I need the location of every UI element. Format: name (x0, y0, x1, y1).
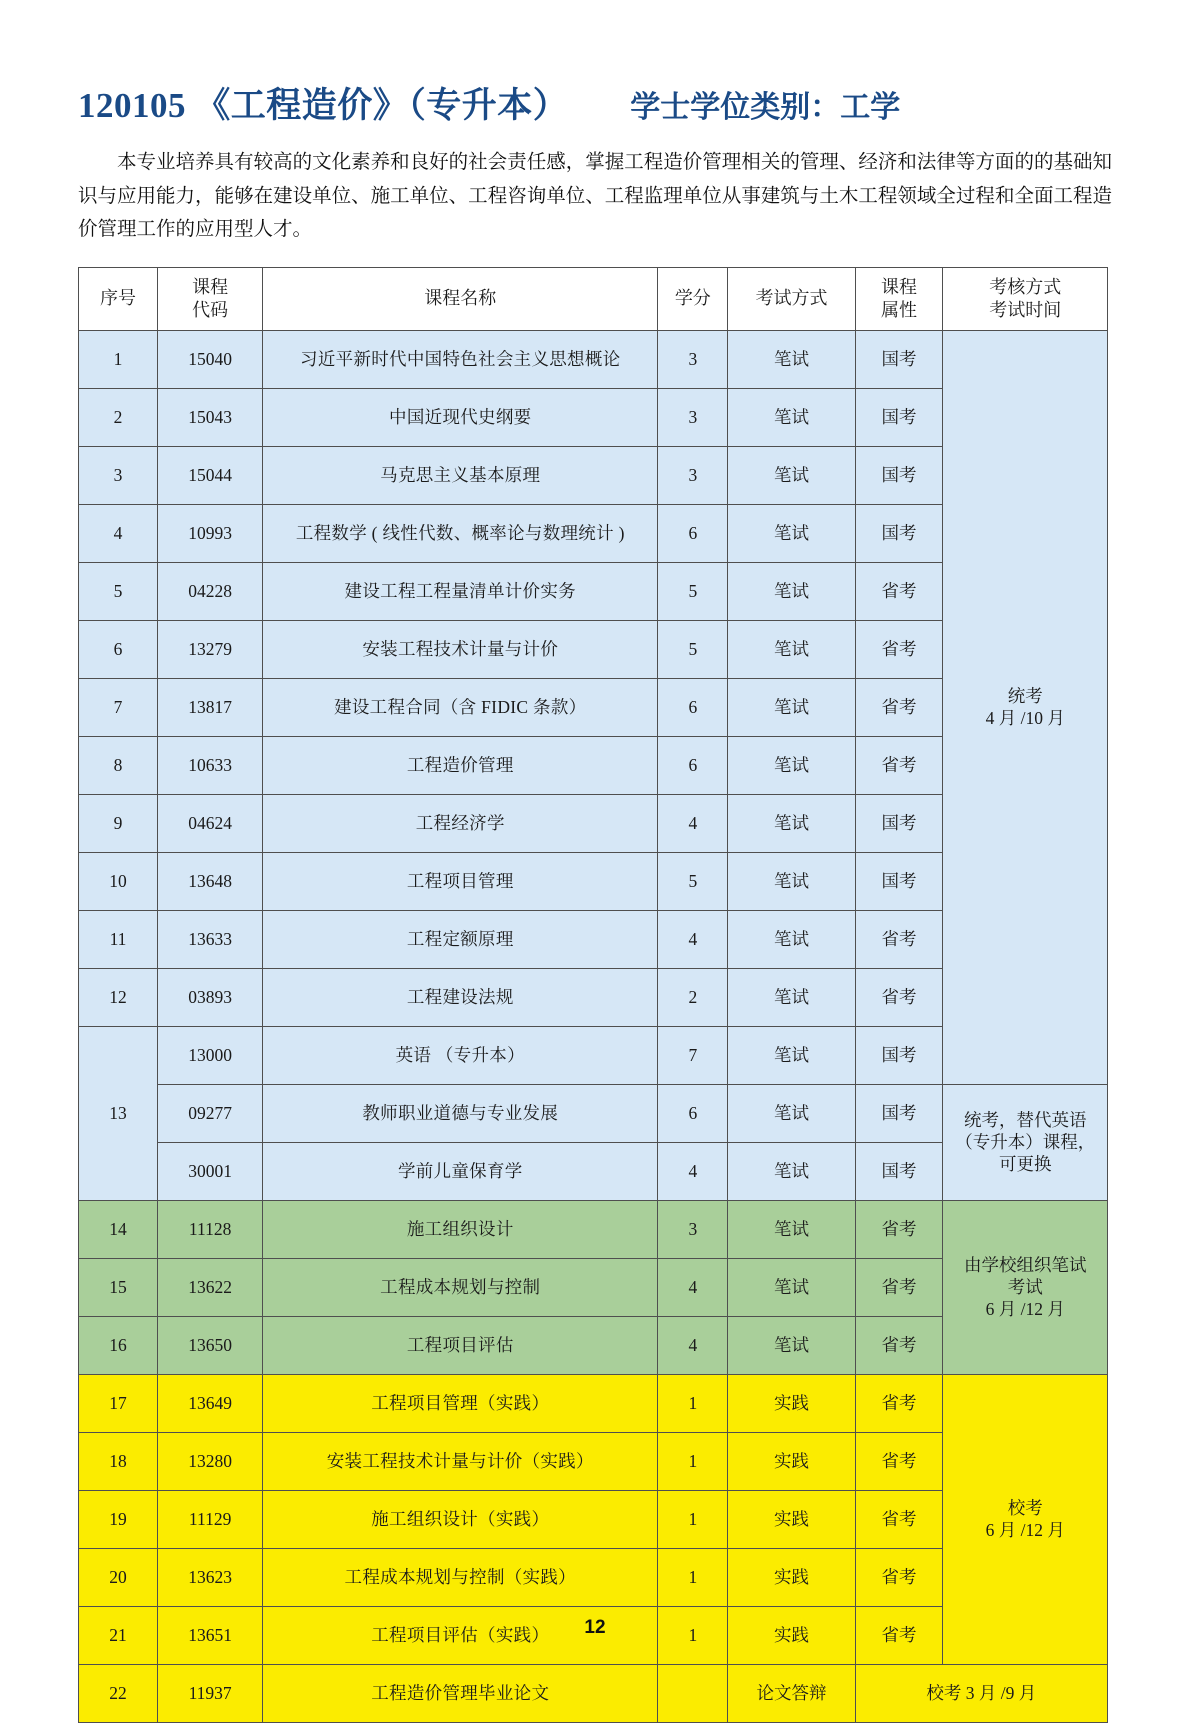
cell-exam: 笔试 (728, 678, 855, 736)
cell-code: 13279 (157, 620, 262, 678)
cell-name: 中国近现代史纲要 (263, 388, 658, 446)
cell-name: 施工组织设计（实践） (263, 1490, 658, 1548)
cell-no: 21 (79, 1606, 158, 1664)
cell-name: 安装工程技术计量与计价（实践） (263, 1432, 658, 1490)
cell-name: 建设工程工程量清单计价实务 (263, 562, 658, 620)
cell-no: 13 (79, 1026, 158, 1200)
cell-no: 17 (79, 1374, 158, 1432)
cell-credit: 1 (658, 1548, 728, 1606)
cell-exam: 笔试 (728, 736, 855, 794)
cell-exam: 笔试 (728, 388, 855, 446)
assessment-school-exam-line2: 6 月 /12 月 (985, 1520, 1065, 1541)
cell-attr: 国考 (855, 1026, 943, 1084)
cell-credit: 6 (658, 1084, 728, 1142)
cell-name: 英语 （专升本） (263, 1026, 658, 1084)
col-header-attr-line2: 属性 (881, 299, 918, 320)
cell-code: 10633 (157, 736, 262, 794)
col-header-no: 序号 (79, 267, 158, 330)
cell-assessment-school-written (943, 1200, 1108, 1374)
assessment-unified-line1: 统考 (1007, 685, 1043, 706)
cell-attr: 省考 (855, 1316, 943, 1374)
col-header-credit: 学分 (658, 267, 728, 330)
cell-no: 11 (79, 910, 158, 968)
col-header-exam: 考试方式 (728, 267, 855, 330)
cell-assessment-thesis: 校考 3 月 /9 月 (855, 1664, 1107, 1722)
cell-name: 工程成本规划与控制 (263, 1258, 658, 1316)
cell-code: 30001 (157, 1142, 262, 1200)
cell-attr: 国考 (855, 330, 943, 388)
cell-no: 1 (79, 330, 158, 388)
cell-code: 13649 (157, 1374, 262, 1432)
cell-credit: 4 (658, 794, 728, 852)
cell-exam: 笔试 (728, 852, 855, 910)
page-number: 12 (584, 1617, 606, 1638)
cell-attr: 省考 (855, 678, 943, 736)
cell-credit: 1 (658, 1606, 728, 1664)
cell-exam: 实践 (728, 1490, 855, 1548)
cell-credit: 3 (658, 388, 728, 446)
assessment-replace-line3: 可更换 (998, 1154, 1052, 1175)
cell-name: 工程造价管理毕业论文 (263, 1664, 658, 1722)
cell-exam: 笔试 (728, 1200, 855, 1258)
assessment-school-exam-line1: 校考 (1007, 1497, 1043, 1518)
cell-credit: 5 (658, 620, 728, 678)
cell-name: 习近平新时代中国特色社会主义思想概论 (263, 330, 658, 388)
degree-category: 学士学位类别：工学 (630, 91, 901, 124)
cell-credit: 4 (658, 1258, 728, 1316)
cell-name: 工程项目管理（实践） (263, 1374, 658, 1432)
table-row (79, 1664, 1108, 1722)
cell-attr: 省考 (855, 1374, 943, 1432)
cell-attr: 省考 (855, 736, 943, 794)
cell-exam: 笔试 (728, 1258, 855, 1316)
cell-no: 14 (79, 1200, 158, 1258)
cell-exam: 笔试 (728, 562, 855, 620)
cell-credit: 1 (658, 1432, 728, 1490)
cell-code: 15044 (157, 446, 262, 504)
cell-exam: 笔试 (728, 504, 855, 562)
cell-credit: 6 (658, 736, 728, 794)
cell-no: 7 (79, 678, 158, 736)
col-header-attr (855, 267, 943, 330)
cell-name: 工程成本规划与控制（实践） (263, 1548, 658, 1606)
cell-name: 工程经济学 (263, 794, 658, 852)
cell-credit: 7 (658, 1026, 728, 1084)
cell-code: 15043 (157, 388, 262, 446)
cell-exam: 笔试 (728, 1316, 855, 1374)
cell-attr: 省考 (855, 1432, 943, 1490)
cell-code: 04624 (157, 794, 262, 852)
table-row (79, 1200, 1108, 1258)
cell-code: 15040 (157, 330, 262, 388)
col-header-time (943, 267, 1108, 330)
cell-name: 工程项目管理 (263, 852, 658, 910)
cell-assessment-replace (943, 1084, 1108, 1200)
cell-name: 教师职业道德与专业发展 (263, 1084, 658, 1142)
cell-code: 11937 (157, 1664, 262, 1722)
cell-attr: 省考 (855, 1606, 943, 1664)
cell-code: 13623 (157, 1548, 262, 1606)
cell-code: 13650 (157, 1316, 262, 1374)
cell-no: 5 (79, 562, 158, 620)
cell-code: 13651 (157, 1606, 262, 1664)
cell-name: 学前儿童保育学 (263, 1142, 658, 1200)
cell-exam: 论文答辩 (728, 1664, 855, 1722)
cell-name: 施工组织设计 (263, 1200, 658, 1258)
cell-attr: 国考 (855, 388, 943, 446)
cell-no: 3 (79, 446, 158, 504)
cell-assessment-unified (943, 330, 1108, 1084)
cell-no: 20 (79, 1548, 158, 1606)
program-description: 本专业培养具有较高的文化素养和良好的社会责任感，掌握工程造价管理相关的管理、经济和法律等方面的的基础知识与应用能力，能够在建设单位、施工单位、工程咨询单位、工程监理单位从事建筑与土木工程领域全过程和全面工程造价管理工作的应用型人才。 (78, 152, 1112, 241)
cell-attr: 省考 (855, 562, 943, 620)
table-row (79, 330, 1108, 388)
cell-code: 13280 (157, 1432, 262, 1490)
cell-code: 04228 (157, 562, 262, 620)
col-header-attr-line1: 课程 (881, 276, 918, 297)
cell-attr: 省考 (855, 1258, 943, 1316)
col-header-time-line1: 考核方式 (989, 276, 1062, 297)
table-row (79, 1084, 1108, 1142)
cell-credit: 3 (658, 330, 728, 388)
cell-no: 9 (79, 794, 158, 852)
curriculum-table (78, 267, 1108, 1723)
cell-attr: 省考 (855, 1490, 943, 1548)
program-title: 120105 《工程造价》（专升本） (78, 86, 569, 125)
cell-code: 13622 (157, 1258, 262, 1316)
assessment-unified-line2: 4 月 /10 月 (985, 708, 1065, 729)
cell-name: 工程定额原理 (263, 910, 658, 968)
cell-name: 工程建设法规 (263, 968, 658, 1026)
cell-attr: 国考 (855, 1084, 943, 1142)
cell-credit: 1 (658, 1490, 728, 1548)
cell-exam: 笔试 (728, 794, 855, 852)
cell-credit: 3 (658, 446, 728, 504)
cell-credit: 4 (658, 1142, 728, 1200)
cell-exam: 笔试 (728, 1084, 855, 1142)
table-row (79, 1374, 1108, 1432)
cell-name: 工程造价管理 (263, 736, 658, 794)
cell-no: 4 (79, 504, 158, 562)
cell-name: 工程数学 ( 线性代数、概率论与数理统计 ) (263, 504, 658, 562)
cell-name: 安装工程技术计量与计价 (263, 620, 658, 678)
col-header-code-line1: 课程 (192, 276, 229, 297)
cell-no: 12 (79, 968, 158, 1026)
assessment-school-written-line2: 考试 (1007, 1276, 1043, 1297)
cell-exam: 实践 (728, 1606, 855, 1664)
cell-attr: 省考 (855, 1548, 943, 1606)
cell-attr: 国考 (855, 504, 943, 562)
cell-no: 16 (79, 1316, 158, 1374)
cell-exam: 笔试 (728, 968, 855, 1026)
assessment-school-written-line1: 由学校组织笔试 (963, 1254, 1087, 1275)
cell-credit: 5 (658, 852, 728, 910)
cell-exam: 实践 (728, 1432, 855, 1490)
cell-no: 6 (79, 620, 158, 678)
cell-attr: 省考 (855, 910, 943, 968)
assessment-replace-line1: 统考，替代英语 (963, 1109, 1087, 1130)
cell-no: 10 (79, 852, 158, 910)
cell-name: 工程项目评估 (263, 1316, 658, 1374)
cell-attr: 国考 (855, 852, 943, 910)
cell-no: 15 (79, 1258, 158, 1316)
assessment-school-written-line3: 6 月 /12 月 (985, 1299, 1065, 1320)
page-title (78, 78, 1112, 128)
cell-credit: 3 (658, 1200, 728, 1258)
col-header-code-line2: 代码 (192, 299, 229, 320)
cell-code: 10993 (157, 504, 262, 562)
cell-code: 11129 (157, 1490, 262, 1548)
cell-attr: 省考 (855, 968, 943, 1026)
cell-credit: 2 (658, 968, 728, 1026)
cell-no: 18 (79, 1432, 158, 1490)
col-header-name: 课程名称 (263, 267, 658, 330)
cell-code: 03893 (157, 968, 262, 1026)
table-header-row (79, 267, 1108, 330)
cell-credit: 4 (658, 1316, 728, 1374)
cell-credit: 1 (658, 1374, 728, 1432)
cell-code: 11128 (157, 1200, 262, 1258)
cell-no: 22 (79, 1664, 158, 1722)
cell-code: 13000 (157, 1026, 262, 1084)
cell-attr: 国考 (855, 446, 943, 504)
col-header-code (157, 267, 262, 330)
cell-exam: 笔试 (728, 330, 855, 388)
cell-exam: 实践 (728, 1374, 855, 1432)
cell-exam: 笔试 (728, 910, 855, 968)
cell-name: 工程项目评估（实践） (263, 1606, 658, 1664)
cell-attr: 国考 (855, 1142, 943, 1200)
cell-credit: 5 (658, 562, 728, 620)
cell-name: 马克思主义基本原理 (263, 446, 658, 504)
cell-attr: 国考 (855, 794, 943, 852)
cell-code: 13633 (157, 910, 262, 968)
col-header-time-line2: 考试时间 (989, 299, 1062, 320)
cell-code: 13648 (157, 852, 262, 910)
cell-exam: 笔试 (728, 1142, 855, 1200)
assessment-replace-line2: （专升本）课程， (955, 1131, 1096, 1152)
cell-exam: 笔试 (728, 446, 855, 504)
cell-exam: 笔试 (728, 1026, 855, 1084)
cell-credit: 4 (658, 910, 728, 968)
cell-code: 13817 (157, 678, 262, 736)
cell-credit: 6 (658, 678, 728, 736)
cell-no: 8 (79, 736, 158, 794)
cell-credit (658, 1664, 728, 1722)
cell-exam: 实践 (728, 1548, 855, 1606)
cell-attr: 省考 (855, 1200, 943, 1258)
cell-attr: 省考 (855, 620, 943, 678)
cell-name: 建设工程合同（含 FIDIC 条款） (263, 678, 658, 736)
cell-code: 09277 (157, 1084, 262, 1142)
cell-no: 2 (79, 388, 158, 446)
cell-exam: 笔试 (728, 620, 855, 678)
cell-credit: 6 (658, 504, 728, 562)
cell-no: 19 (79, 1490, 158, 1548)
